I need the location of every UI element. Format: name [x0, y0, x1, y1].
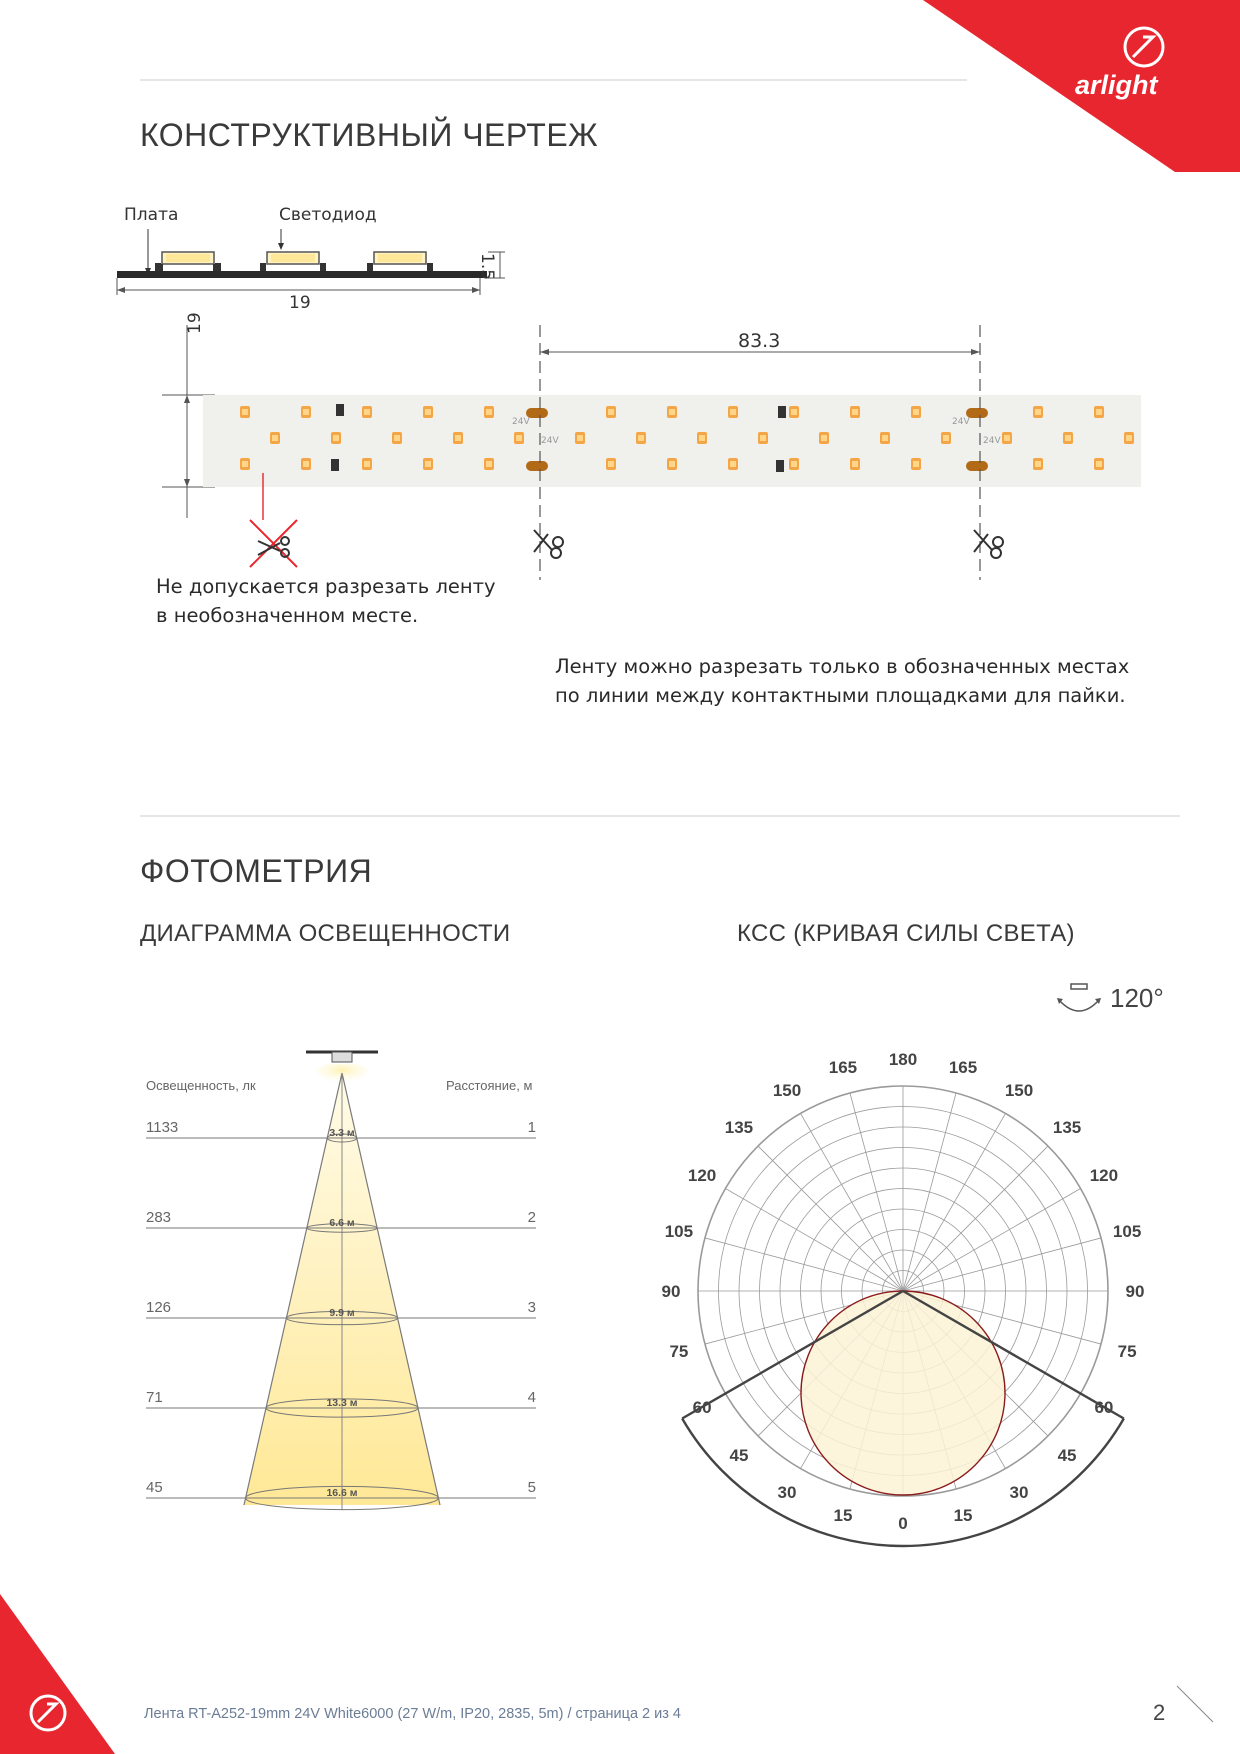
- polar-grid-ray: [903, 1113, 1006, 1291]
- spot-diameter: 13.3 м: [326, 1397, 358, 1409]
- dim-cross-height: 1.5: [477, 253, 497, 281]
- polar-angle-label: 105: [1112, 1221, 1142, 1241]
- polar-angle-label: 135: [1052, 1117, 1082, 1137]
- pad-voltage-2: 24V: [541, 436, 559, 446]
- tape-led: [1094, 406, 1104, 418]
- distance-value: 5: [527, 1479, 536, 1496]
- tape-resistor: [336, 404, 344, 416]
- tape-led: [606, 458, 616, 470]
- dim-segment: 83.3: [738, 330, 781, 352]
- tape-led: [789, 458, 799, 470]
- tape-led: [1063, 432, 1073, 444]
- beam-angle-icon: [1055, 982, 1115, 1022]
- tape-led: [301, 458, 311, 470]
- note-allowed-line-1: Ленту можно разрезать только в обозначенных местах: [555, 655, 1130, 678]
- section-title-photometry: ФОТОМЕТРИЯ: [140, 853, 373, 889]
- tape-led: [941, 432, 951, 444]
- polar-angle-label: 75: [669, 1342, 689, 1362]
- distance-value: 3: [527, 1299, 536, 1316]
- scissors-icon-1: [534, 530, 563, 558]
- polar-diagram: [650, 1040, 1170, 1560]
- polar-grid-ray: [903, 1093, 956, 1291]
- tape-led: [728, 458, 738, 470]
- tape-resistor: [776, 460, 784, 472]
- axis-distance-label: Расстояние, м: [446, 1078, 533, 1093]
- distance-value: 2: [527, 1209, 536, 1226]
- tape-led: [1124, 432, 1134, 444]
- note-forbidden-line-2: в необозначенном месте.: [156, 604, 419, 627]
- distance-value: 4: [527, 1389, 536, 1406]
- polar-angle-label: 60: [692, 1398, 712, 1417]
- polar-angle-label: 45: [729, 1446, 749, 1466]
- pad-voltage-1: 24V: [512, 417, 530, 427]
- pad-voltage-3: 24V: [952, 417, 970, 427]
- polar-grid-ray: [725, 1189, 903, 1292]
- tape-led: [850, 406, 860, 418]
- scissors-icon-forbidden: [250, 520, 297, 567]
- spot-diameter: 9.9 м: [329, 1307, 355, 1319]
- polar-angle-label: 30: [1009, 1482, 1029, 1502]
- tape-led: [728, 406, 738, 418]
- tape-led: [362, 458, 372, 470]
- label-board: Плата: [124, 205, 179, 225]
- dim-cross-width: 19: [289, 293, 311, 313]
- lux-value: 71: [146, 1389, 163, 1406]
- tape-led: [484, 458, 494, 470]
- polar-grid-ray: [850, 1093, 903, 1291]
- subtitle-luminous-curve: КСС (КРИВАЯ СИЛЫ СВЕТА): [737, 920, 1075, 947]
- polar-grid-ray: [705, 1238, 903, 1291]
- polar-angle-label: 180: [888, 1050, 918, 1069]
- tape-led: [362, 406, 372, 418]
- polar-angle-label: 135: [724, 1117, 754, 1137]
- polar-angle-label: 165: [948, 1057, 978, 1077]
- polar-angle-label: 90: [1125, 1282, 1145, 1301]
- tape-led: [606, 406, 616, 418]
- footer-text: Лента RT-A252-19mm 24V White6000 (27 W/m, IP20, 2835, 5m) / страница 2 из 4: [144, 1706, 681, 1722]
- spot-diameter: 3.3 м: [329, 1127, 355, 1139]
- tape-led: [484, 406, 494, 418]
- tape-led: [240, 458, 250, 470]
- polar-grid-ray: [903, 1189, 1081, 1292]
- divider-top: [140, 79, 967, 81]
- tape-led: [636, 432, 646, 444]
- brand-logo: arlight: [1075, 70, 1158, 100]
- polar-angle-label: 165: [828, 1057, 858, 1077]
- led-1: [155, 252, 221, 271]
- tape-led: [514, 432, 524, 444]
- tape-led: [270, 432, 280, 444]
- scissors-icon-2: [974, 530, 1003, 558]
- polar-angle-label: 15: [833, 1506, 853, 1526]
- note-forbidden-line-1: Не допускается разрезать ленту: [156, 575, 496, 598]
- tape-led: [1002, 432, 1012, 444]
- subtitle-illuminance: ДИАГРАММА ОСВЕЩЕННОСТИ: [140, 920, 511, 947]
- tape-led: [789, 406, 799, 418]
- led-3: [367, 252, 433, 271]
- polar-angle-label: 0: [898, 1514, 908, 1533]
- tape-led: [331, 432, 341, 444]
- tape-led: [667, 458, 677, 470]
- brand-corner: [0, 0, 1240, 200]
- axis-illuminance-label: Освещенность, лк: [146, 1078, 256, 1093]
- tape-led: [667, 406, 677, 418]
- tape-resistor: [331, 459, 339, 471]
- illuminance-diagram: [140, 1040, 560, 1520]
- tape-led: [911, 406, 921, 418]
- lux-value: 283: [146, 1209, 172, 1226]
- tape-led: [1033, 458, 1043, 470]
- beam-angle-value: 120°: [1110, 983, 1164, 1013]
- polar-grid-ray: [801, 1113, 904, 1291]
- luminous-intensity-curve: [801, 1291, 1005, 1495]
- tape-led: [392, 432, 402, 444]
- note-allowed-line-2: по линии между контактными площадками для пайки.: [555, 684, 1126, 707]
- tape-led: [423, 458, 433, 470]
- page-corner-line: [1175, 1684, 1225, 1734]
- tape-led: [301, 406, 311, 418]
- tape-led: [453, 432, 463, 444]
- tape-led: [1094, 458, 1104, 470]
- tape-led: [850, 458, 860, 470]
- polar-angle-label: 150: [772, 1081, 802, 1101]
- pad-voltage-4: 24V: [983, 436, 1001, 446]
- spot-diameter: 6.6 м: [329, 1217, 355, 1229]
- polar-grid-ray: [903, 1146, 1048, 1291]
- dim-tape-width: 19: [185, 312, 205, 334]
- led-2: [260, 252, 326, 271]
- polar-angle-label: 150: [1004, 1081, 1034, 1101]
- polar-angle-label: 30: [777, 1482, 797, 1502]
- tape-led: [575, 432, 585, 444]
- tape-led: [880, 432, 890, 444]
- note-allowed: [555, 652, 1129, 710]
- tape-led: [240, 406, 250, 418]
- lux-value: 1133: [146, 1119, 179, 1136]
- divider-middle: [140, 815, 1180, 817]
- polar-grid-ray: [758, 1146, 903, 1291]
- tape-led: [423, 406, 433, 418]
- tape-led: [1033, 406, 1043, 418]
- polar-angle-label: 60: [1094, 1398, 1114, 1417]
- lux-value: 45: [146, 1479, 163, 1496]
- polar-angle-label: 120: [1089, 1166, 1119, 1185]
- polar-angle-label: 120: [687, 1166, 717, 1185]
- page-number: 2: [1153, 1700, 1166, 1725]
- footer-brand-corner: [0, 1594, 120, 1754]
- lux-value: 126: [146, 1299, 172, 1316]
- tape-led: [911, 458, 921, 470]
- spot-diameter: 16.6 м: [326, 1487, 358, 1499]
- tape-resistor: [778, 406, 786, 418]
- tape-led: [819, 432, 829, 444]
- tape-led: [697, 432, 707, 444]
- polar-angle-label: 15: [953, 1506, 973, 1526]
- distance-value: 1: [527, 1119, 536, 1136]
- tape-led: [758, 432, 768, 444]
- polar-grid-ray: [903, 1238, 1101, 1291]
- polar-angle-label: 105: [664, 1221, 694, 1241]
- polar-angle-label: 90: [661, 1282, 681, 1301]
- note-forbidden: [156, 572, 496, 630]
- polar-angle-label: 45: [1057, 1446, 1077, 1466]
- section-title-drawing: КОНСТРУКТИВНЫЙ ЧЕРТЕЖ: [140, 117, 599, 153]
- polar-angle-label: 75: [1117, 1342, 1137, 1362]
- label-led: Светодиод: [279, 205, 377, 225]
- cross-section-drawing: [110, 225, 510, 335]
